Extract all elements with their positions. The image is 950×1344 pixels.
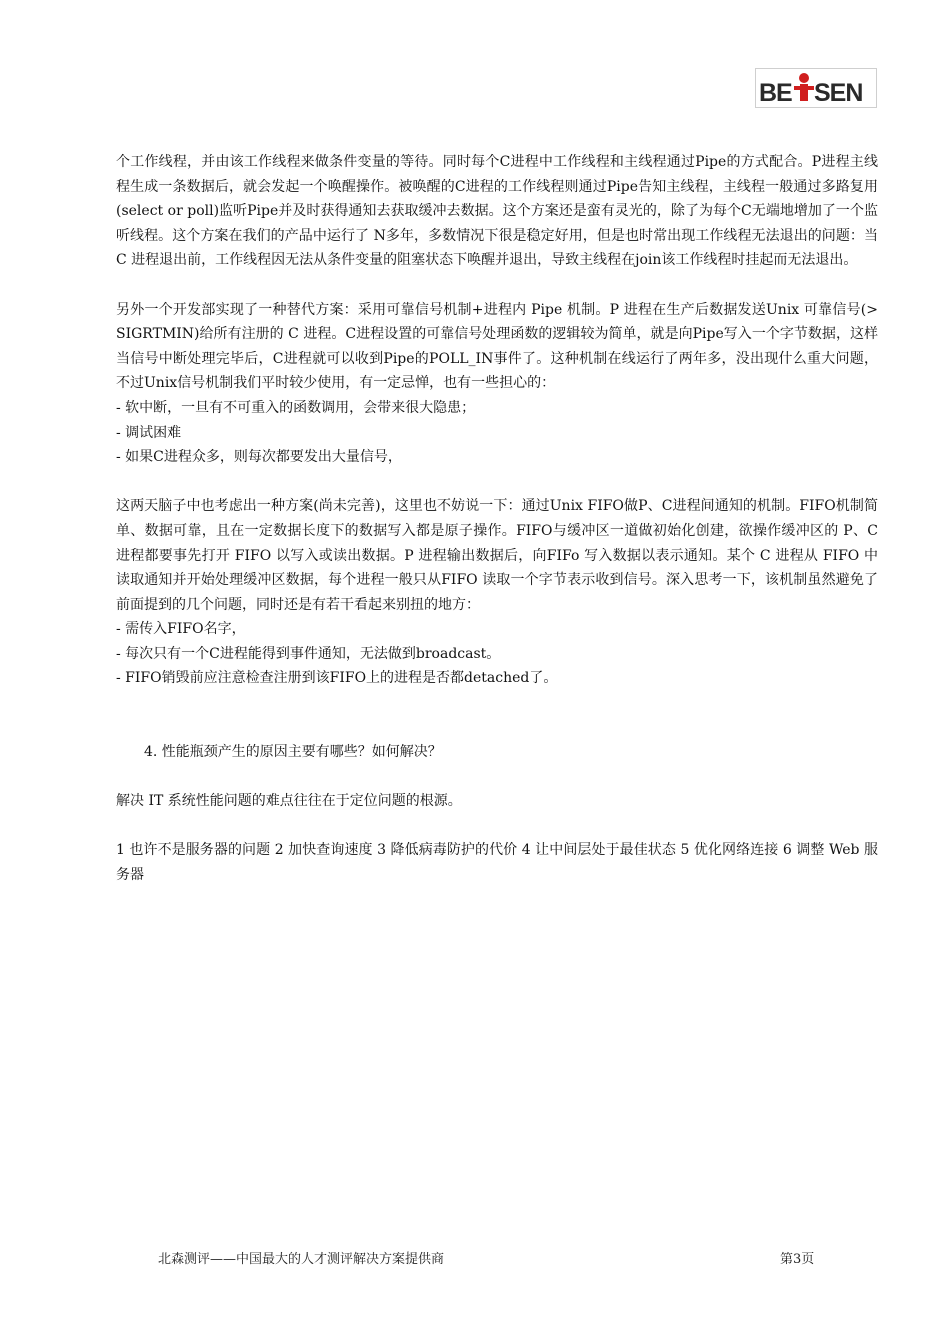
- paragraph-fifo-scheme: 这两天脑子中也考虑出一种方案(尚未完善)，这里也不妨说一下：通过Unix FIFO做P、C进程间通知的机制。FIFO机制简单、数据可靠，且在一定数据长度下的数据写入都是原子操作。FIFO与缓冲区一道做初始化创建，欲操作缓冲区的 P、C 进程都要事先打开 FIFO 以写入或读出数据。P 进程输出数据后，向FIFo 写入数据以表示通知。某个 C 进程从 FIFO 中读取通知并开始处理缓冲区数据，每个进程一般只从FIFO 读取一个字节表示收到信号。深入思考一下，该机制虽然避免了前面提到的几个问题，同时还是有若干看起来别扭的地方：: [116, 498, 878, 613]
- list-item: - 需传入FIFO名字，: [116, 621, 246, 638]
- list-item: - FIFO销毁前应注意检查注册到该FIFO上的进程是否都detached了。: [116, 670, 558, 687]
- footer-company: 北森测评——中国最大的人才测评解决方案提供商: [158, 1252, 445, 1267]
- list-item: - 调试困难: [116, 424, 182, 441]
- svg-text:BE: BE: [759, 79, 792, 107]
- paragraph-performance-root: 解决 IT 系统性能问题的难点往往在于定位问题的根源。: [116, 793, 462, 810]
- paragraph-worker-thread: 个工作线程，并由该工作线程来做条件变量的等待。同时每个C进程中工作线程和主线程通过Pipe的方式配合。P进程主线程生成一条数据后，就会发起一个唤醒操作。被唤醒的C进程的工作线程则通过Pipe告知主线程，主线程一般通过多路复用(select or poll)监听Pipe并及时获得通知去获取缓冲去数据。这个方案还是蛮有灵光的，除了为每个C无端地增加了一个监听线程。这个方案在我们的产品中运行了 N多年，多数情况下很是稳定好用，但是也时常出现工作线程无法退出的问题：当 C 进程退出前，工作线程因无法从条件变量的阻塞状态下唤醒并退出，导致主线程在join该工作线程时挂起而无法退出。: [116, 154, 878, 269]
- paragraph-signal-scheme: 另外一个开发部实现了一种替代方案：采用可靠信号机制+进程内 Pipe 机制。P 进程在生产后数据发送Unix 可靠信号(> SIGRTMIN)给所有注册的 C 进程。C进程设置的可靠信号处理函数的逻辑较为简单，就是向Pipe写入一个字节数据，这样当信号中断处理完毕后，C进程就可以收到Pipe的POLL_IN事件了。这种机制在线运行了两年多，没出现什么重大问题，不过Unix信号机制我们平时较少使用，有一定忌惮，也有一些担心的：: [116, 301, 878, 392]
- section-heading: 4. 性能瓶颈产生的原因主要有哪些？如何解决？: [144, 744, 442, 761]
- document-body: [116, 150, 878, 888]
- list-item: - 每次只有一个C进程能得到事件通知，无法做到broadcast。: [116, 645, 501, 662]
- footer-page-number: 第3页: [780, 1252, 815, 1267]
- beisen-logo: [755, 68, 877, 108]
- list-item: - 如果C进程众多，则每次都要发出大量信号，: [116, 449, 402, 466]
- svg-text:SEN: SEN: [814, 79, 863, 107]
- list-item: - 软中断，一旦有不可重入的函数调用，会带来很大隐患；: [116, 399, 476, 416]
- paragraph-performance-tips: 1 也许不是服务器的问题 2 加快查询速度 3 降低病毒防护的代价 4 让中间层处于最佳状态 5 优化网络连接 6 调整 Web 服务器: [116, 842, 878, 884]
